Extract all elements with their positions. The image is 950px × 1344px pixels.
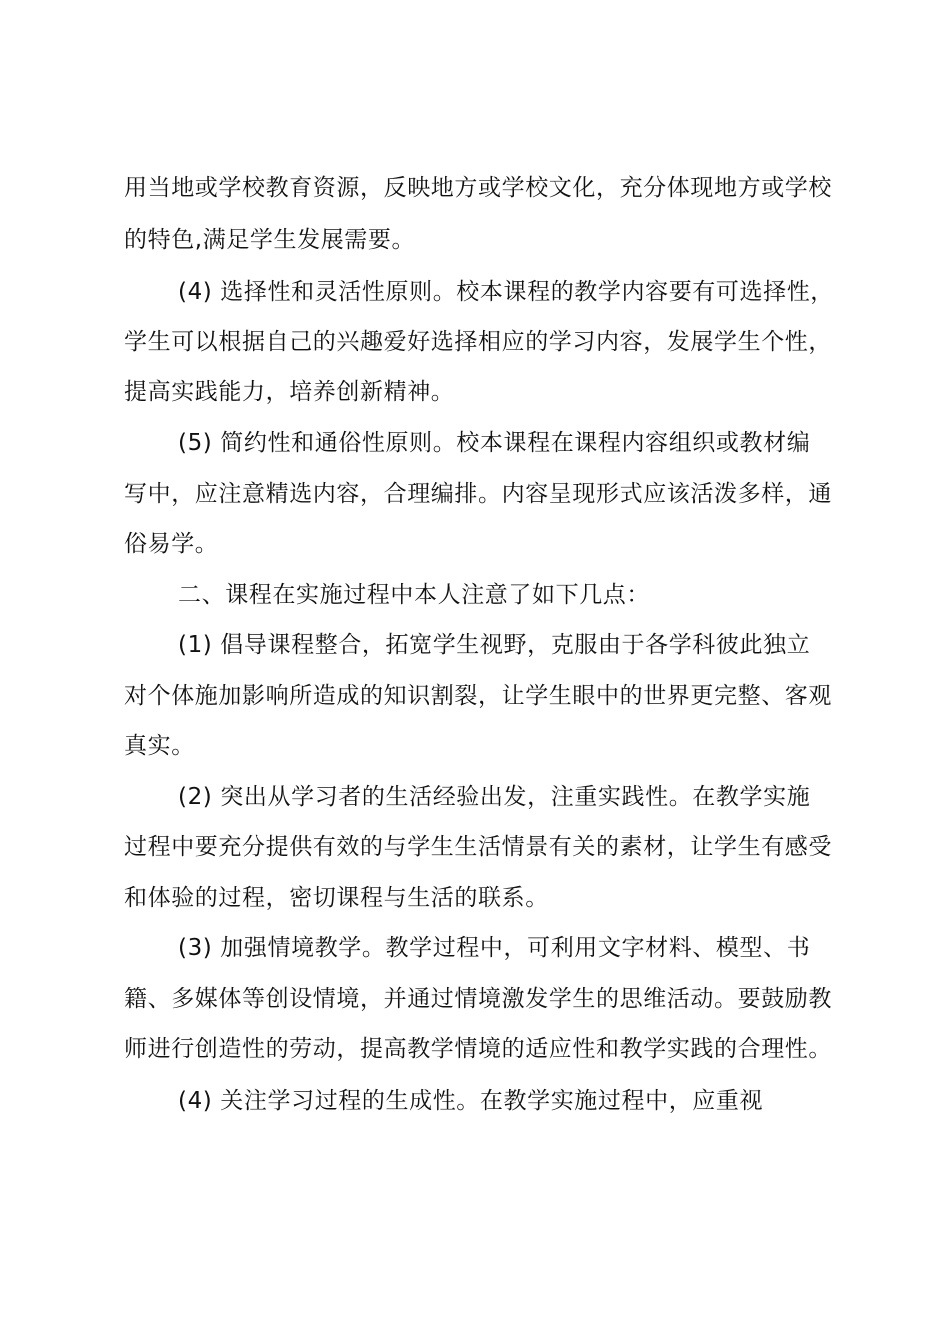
text-line: 写中，应注意精选内容，合理编排。内容呈现形式应该活泼多样，通 (124, 481, 832, 507)
text-line: 对个体施加影响所造成的知识割裂，让学生眼中的世界更完整、客观 (124, 683, 832, 709)
text-line: 真实。 (124, 733, 195, 759)
text-line: 用当地或学校教育资源，反映地方或学校文化，充分体现地方或学校 (124, 175, 832, 201)
text-line: 的特色,满足学生发展需要。 (124, 227, 416, 253)
text-line: 籍、多媒体等创设情境，并通过情境激发学生的思维活动。要鼓励教 (124, 986, 832, 1012)
text-line: 提高实践能力，培养创新精神。 (124, 379, 455, 405)
text-line: (2) 突出从学习者的生活经验出发，注重实践性。在教学实施 (178, 784, 811, 810)
text-line: (4) 关注学习过程的生成性。在教学实施过程中，应重视 (178, 1088, 764, 1114)
text-line: 过程中要充分提供有效的与学生生活情景有关的素材，让学生有感受 (124, 834, 832, 860)
section-heading: 二、课程在实施过程中本人注意了如下几点： (178, 582, 650, 608)
text-line: 学生可以根据自己的兴趣爱好选择相应的学习内容，发展学生个性， (124, 329, 832, 355)
text-line: 和体验的过程，密切课程与生活的联系。 (124, 885, 549, 911)
text-line: 师进行创造性的劳动，提高教学情境的适应性和教学实践的合理性。 (124, 1036, 832, 1062)
text-line: (4) 选择性和灵活性原则。校本课程的教学内容要有可选择性， (178, 279, 834, 305)
text-line: (5) 简约性和通俗性原则。校本课程在课程内容组织或教材编 (178, 430, 811, 456)
text-line: (1) 倡导课程整合，拓宽学生视野，克服由于各学科彼此独立 (178, 632, 811, 658)
text-line: (3) 加强情境教学。教学过程中，可利用文字材料、模型、书 (178, 935, 811, 961)
text-line: 俗易学。 (124, 531, 219, 557)
